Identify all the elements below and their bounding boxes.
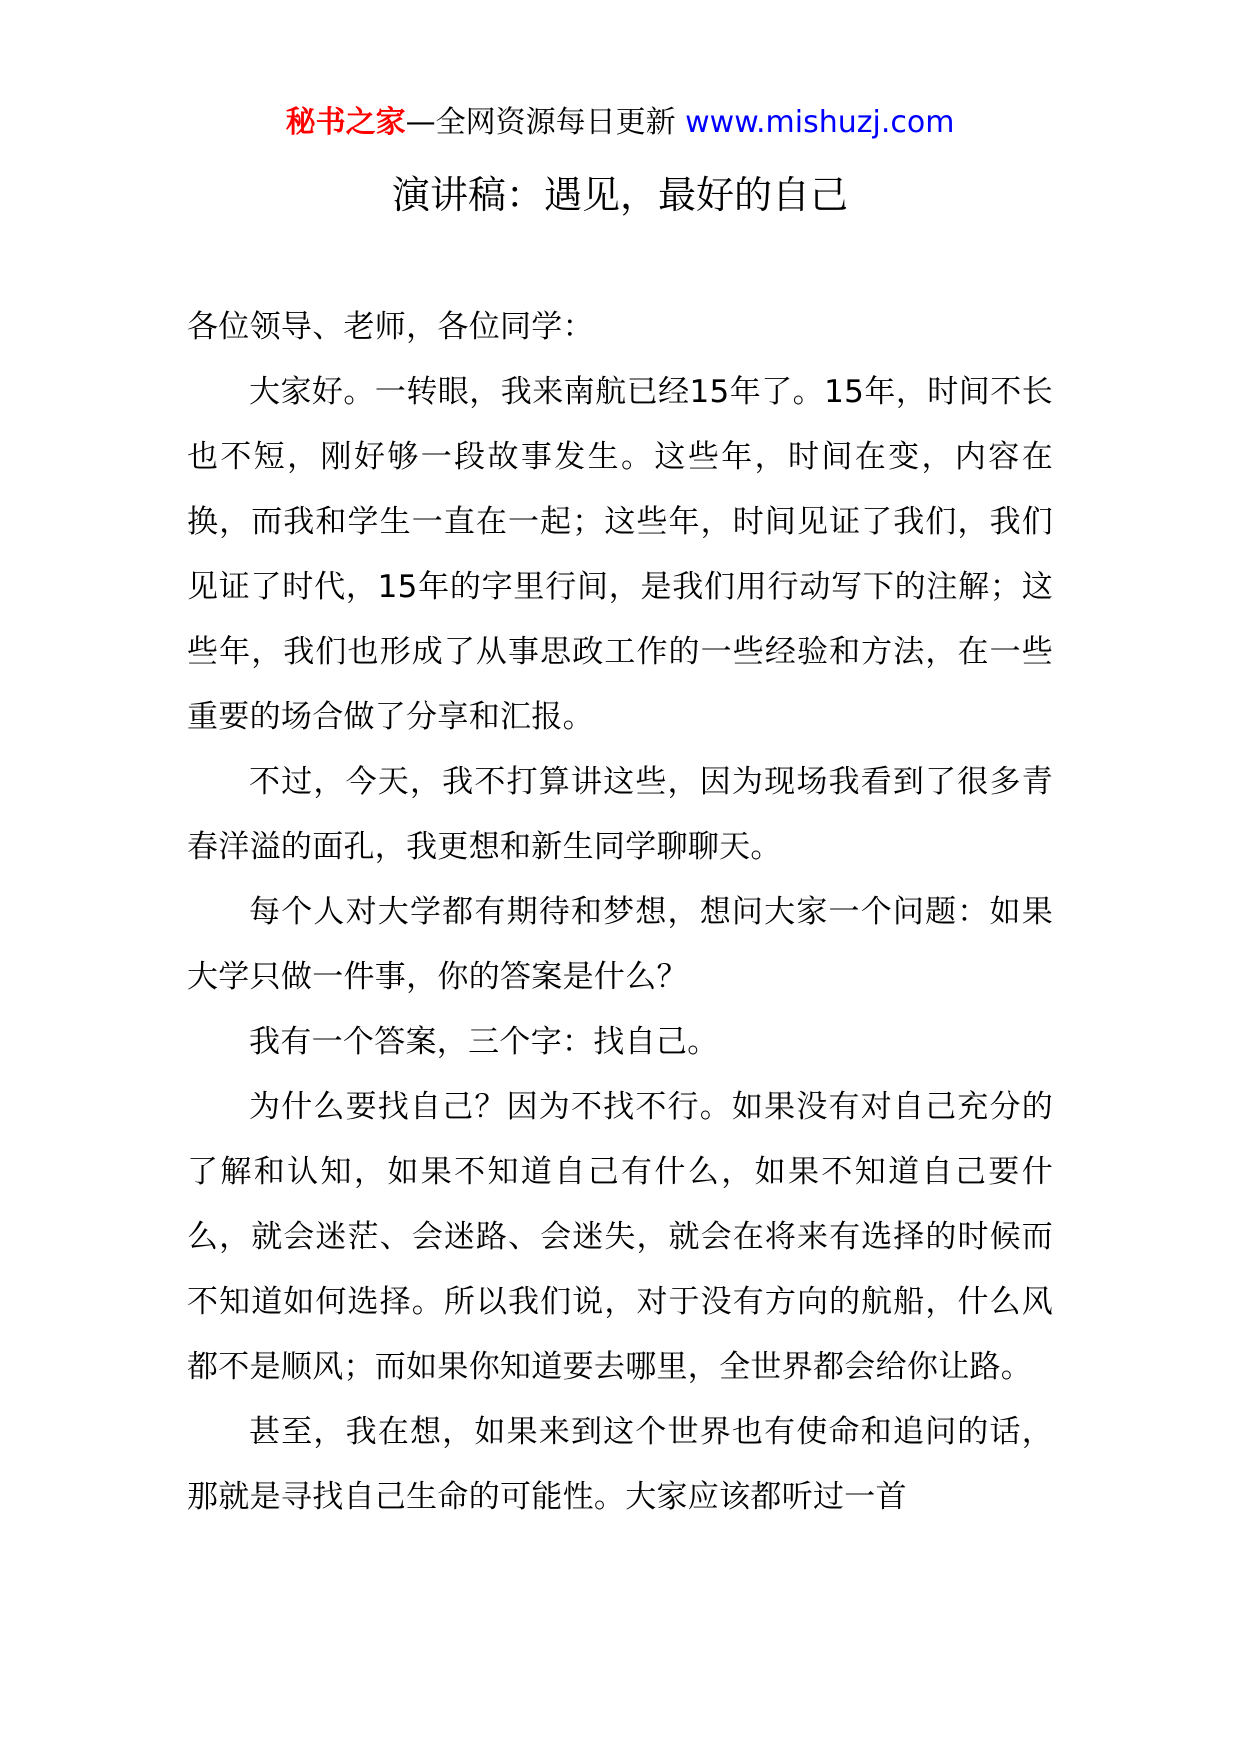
document-body [187,295,1053,1530]
paragraph: 大家好。一转眼，我来南航已经15年了。15年，时间不长也不短，刚好够一段故事发生。这些年，时间在变，内容在换，而我和学生一直在一起；这些年，时间见证了我们，我们见证了时代，15年的字里行间，是我们用行动写下的注解；这些年，我们也形成了从事思政工作的一些经验和方法，在一些重要的场合做了分享和汇报。 [187,374,1053,735]
site-header [0,103,1240,143]
salutation: 各位领导、老师，各位同学： [187,309,594,345]
paragraph: 为什么要找自己？因为不找不行。如果没有对自己充分的了解和认知，如果不知道自己有什么，如果不知道自己要什么，就会迷茫、会迷路、会迷失，就会在将来有选择的时候而不知道如何选择。所以我们说，对于没有方向的航船，什么风都不是顺风；而如果你知道要去哪里，全世界都会给你让路。 [187,1089,1053,1385]
paragraph: 每个人对大学都有期待和梦想，想问大家一个问题：如果大学只做一件事，你的答案是什么？ [187,894,1053,995]
paragraph: 不过，今天，我不打算讲这些，因为现场我看到了很多青春洋溢的面孔，我更想和新生同学聊聊天。 [187,764,1053,865]
site-url-link[interactable]: www.mishuzj.com [685,105,955,140]
paragraph: 我有一个答案，三个字：找自己。 [249,1024,719,1060]
page-title: 演讲稿：遇见，最好的自己 [391,173,848,217]
header-tagline: —全网资源每日更新 [405,105,676,140]
paragraph: 甚至，我在想，如果来到这个世界也有使命和追问的话，那就是寻找自己生命的可能性。大家应该都听过一首 [187,1414,1053,1515]
brand-name: 秘书之家 [285,105,406,140]
